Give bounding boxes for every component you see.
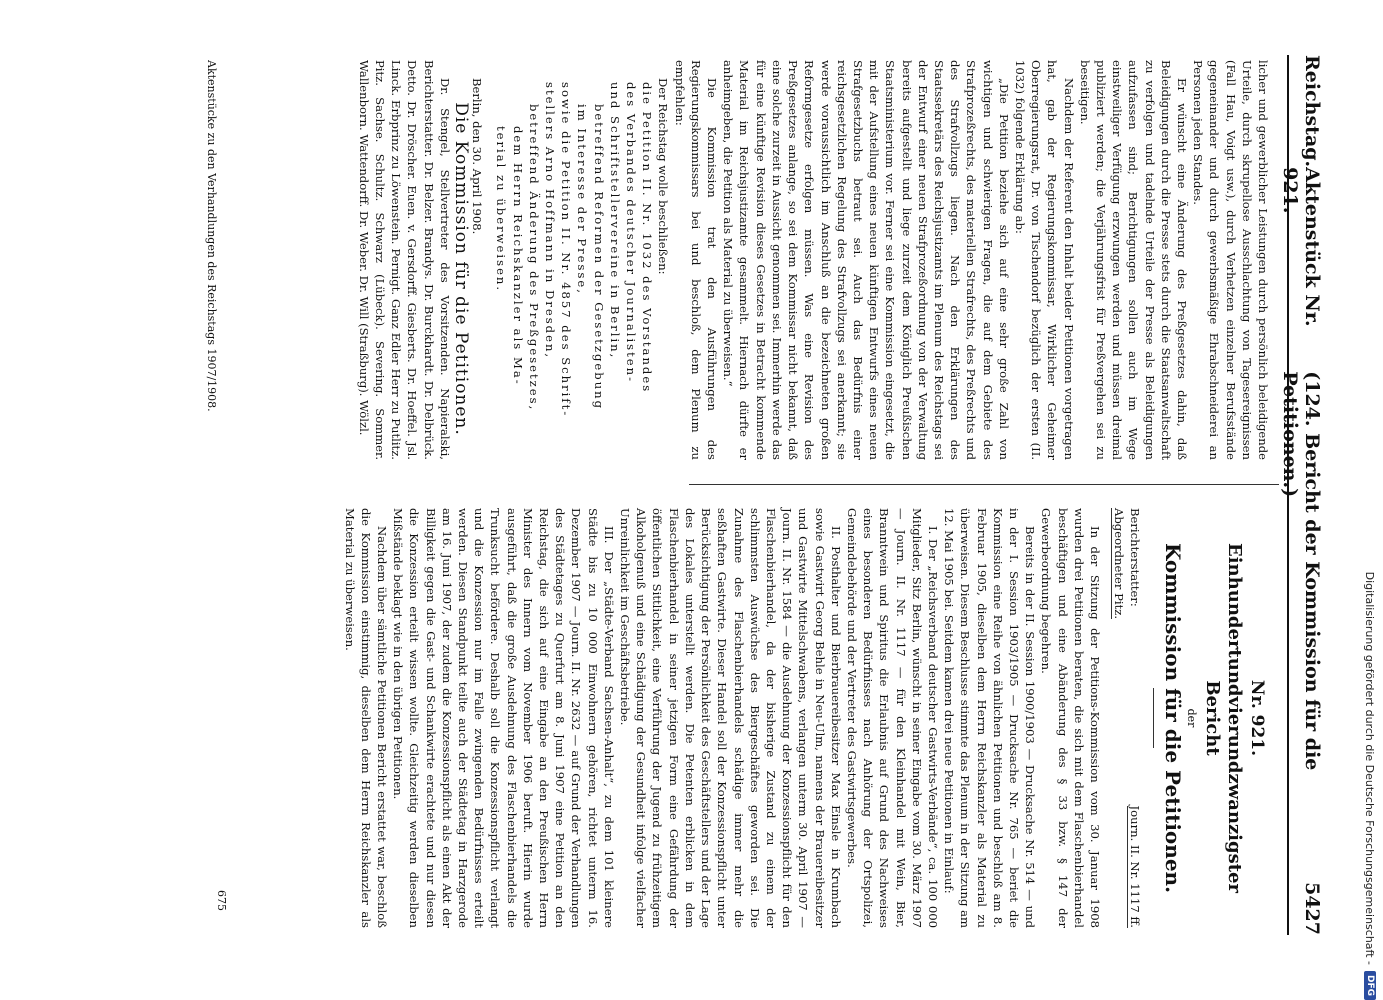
reporter (1111, 508, 1143, 619)
date-line: Berlin, den 30. April 1908. (470, 78, 485, 235)
journal-reference (1111, 806, 1143, 929)
dfg-sidebar (1360, 0, 1380, 1000)
resolution-line: und Schriftstellervereine in Berlin, (607, 82, 622, 360)
right-paragraph: III. Der „Städte-Verband Sachsen-Anhalt“, zu dem 101 kleinere Städte bis zu 10 000 Einwohnern gehören, richtet unterm 16. Dezember 1907 — Journ. II. Nr. 2632 — auf Grund der Verhandlungen des Städtetages zu Querfurt am 8. Juni 1907 eine Petition an den Reichstag, die sich auf eine Eingabe an den Preußischen Herrn Minister des Innern vom November 1906 beruft. Hierin wurde ausgeführt, daß die große Ausdehnung des Flaschenbierhandels die Trunksucht befördere. Deshalb soll die Konzessionspflicht verlangt und die Konzession nur im Falle zwingenden Bedürfnisses erteilt werden. Diesen Standpunkt teilte auch der Städtetag in Harzgerode am 16. Juni 1907, der zudem die Konzessionspflicht als einen Akt der Billigkeit gegen die Gast- und Schankwirte erachtete und nur diesen die Konzession erteilt wissen wollte. Gleichzeitig werden dieselben Mißstände beklagt wie in den übrigen Petitionen. (391, 508, 616, 928)
signatures: Dr. Stengel, Stellvertreter des Vorsitzenden. Napieralski, Berichterstatter. Dr. Belzer. Brandys. Dr. Burckhardt. Dr. Delbrück. Detto. Dr. Dröscher. Euen. v. Gersdorff. Giesberts. Dr. Hoeffel. Jsl. Linck. Erbprinz zu Löwenstein. Pernigt. Ganz Edler Herr zu Putlitz. Pitz. Sachse. Schultz. Schwarz (Lübeck). Severing. Sommer. Wallenborn. Wattendorff. Dr. Weber. Dr. Will (Straßburg). Wölzl. (356, 60, 452, 460)
dfg-note (1360, 0, 1380, 1000)
resolution-line: stellers Arno Hoffmann in Dresden, (543, 82, 558, 360)
page-header (1279, 55, 1323, 935)
right-paragraph: Bereits in der II. Session 1900/1903 — Drucksache Nr. 514 — und in der I. Session 1903/1905 — Drucksache Nr. 765 — beriet die Kommission eine Reihe von ähnlichen Petitionen und beschloß am 8. Februar 1905, dieselben dem Herrn Reichskanzler als Material zu überweisen. Diesem Beschlusse stimmte das Plenum in der Sitzung am 12. Mai 1905 bei. Seitdem kamen drei neue Petitionen in Einlauf: (942, 508, 1038, 928)
resolution-line: terial zu überweisen. (494, 126, 509, 293)
left-column (356, 60, 1271, 460)
report-meta (1111, 508, 1143, 928)
resolution-line: im Interesse der Presse, (575, 104, 590, 295)
right-paragraph: II. Posthalter und Bierbrauereibesitzer Max Einsle in Krumbach sowie Gastwirt Georg Behle in Neu-Ulm, namens der Brauereibesitzer und Gastwirte Mittelschwabens, verlangen unterm 30. April 1907 — Journ. II. Nr. 1584 — die Ausdehnung der Konzessionspflicht für den Flaschenbierhandel, da der bisherige Zustand zu einem der schlimmsten Auswüchse des Biergeschäftes geworden sei. Die Zunahme des Flaschenbierhandels schädige immer mehr die seßhaften Gastwirte. Dieser Handel soll der Konzessionspflicht unter Berücksichtigung der Persönlichkeit des Geschäftstellers und der Lage des Lokales unterstellt werden. Die Petenten erblicken in dem Flaschenbierhandel in seiner jetzigen Form eine Gefährdung der öffentlichen Sittlichkeit, eine Verführung der Jugend zu frühzeitigem Alkoholgenuß und eine Schädigung der Gesundheit infolge vielfacher Unreinlichkeit im Geschäftsbetriebe. (618, 508, 843, 928)
resolution-line: des Verbandes deutscher Journalisten- (624, 82, 639, 384)
title-rule (1153, 688, 1154, 748)
header-center: Aktenstück Nr. 921. (1279, 167, 1323, 327)
header-rule (1287, 55, 1289, 935)
resolution-line: dem Herrn Reichskanzler als Ma- (510, 126, 525, 386)
resolution-line: sowie die Petition II. Nr. 4857 des Schrift- (559, 82, 574, 418)
commission-title: Die Kommission für die Petitionen. (451, 102, 472, 436)
left-paragraph: „Die Petition beziehe sich auf eine sehr große Zahl von wichtigen und schwierigen Fragen, die auf dem Gebiete des Strafprozeßrechts, des materiellen Strafrechts, des Preßrechts und des Strafvollzugs liegen. Nach den Erklärungen des Staatssekretärs des Reichsjustizamts im Plenum des Reichstags sei der Entwurf einer neuen Strafprozeßordnung von der Verwaltung bereits aufgestellt und liege zurzeit dem Königlich Preußischen Staatsministerium vor. Ferner sei eine Kommission eingesetzt, die mit der Aufstellung eines neuen künftigen Entwurfs eines neuen Strafgesetzbuchs betraut sei. Auch das Bedürfnis einer reichsgesetzlichen Regelung des Strafvollzugs sei anerkannt; sie werde voraussichtlich im Anschluß an die bezeichneten großen Reformgesetze erfolgen müssen. Was eine Revision des Preßgesetzes anlange, so sei dem Kommissar nicht bekannt, daß eine solche zurzeit in Aussicht genommen sei. Immerhin werde das für eine künftige Revision dieses Gesetzes in Betracht kommende Material im Reichsjustizamte gesammelt. Hiernach dürfte er anheimgeben, die Petition als Material zu überweisen.“ (721, 60, 1011, 460)
right-paragraph: I. Der „Reichsverband deutscher Gastwirts-Verbände“, ca. 100 000 Mitglieder, Sitz Berlin, wünscht in seiner Eingabe vom 30. März 1907 — Journ. II. Nr. 1117 — für den Kleinhandel mit Wein, Bier, Branntwein und Spiritus die Erlaubnis auf Grund des Nachweises eines besonderen Bedürfnisses nach Anhörung der Ortspolizei, Gemeindebehörde und der Vertreter des Gastwirtsgewerbes. (844, 508, 940, 928)
resolution-intro: Der Reichstag wolle beschließen: (656, 78, 671, 275)
column-divider (689, 484, 1279, 485)
report-subtitle: Kommission für die Petitionen. (1160, 542, 1185, 894)
resolution-line: die Petition II. Nr. 1032 des Vorstandes (640, 82, 655, 394)
page-number: 5427 (1301, 882, 1323, 935)
footer-source: Aktenstücke zu den Verhandlungen des Reichstags 1907/1908. (205, 60, 218, 412)
document-number: Nr. 921. (1247, 679, 1267, 757)
reporter-name: Abgeordneter Pitz. (1112, 508, 1127, 620)
left-paragraph: Nachdem der Referent den Inhalt beider Petitionen vorgetragen hat, gab der Regierungskommissar, Wirklicher Geheimer Oberregierungsrat, Dr. von Tischendorf bezüglich der ersten (II. 1032) folgende Erklärung ab: (1012, 60, 1076, 460)
resolution-line: betreffend Änderung des Preßgesetzes, (526, 104, 541, 412)
footer-page-number: 675 (215, 890, 228, 911)
right-paragraph: Nachdem über sämtliche Petitionen Bericht erstattet war, beschloß die Kommission einstimmig, dieselben dem Herrn Reichskanzler als Material zu überweisen. (342, 508, 390, 928)
left-paragraph: licher und gewerblicher Leistungen durch persönlich beleidigende Urteile, durch skrupellose Ausschlachtung von Tagesereignissen (Fall Hau, Voigt usw.), durch Verhetzen einzelner Berufsstände gegeneinander und durch gewerbsmäßige Ehrabschneiderei an Personen jeden Standes. (1191, 60, 1270, 460)
reporter-label: Berichterstatter: (1128, 508, 1143, 607)
report-title-der: der (1184, 708, 1198, 728)
journal-ref: Journ. II. Nr. 1117 ff. (1128, 805, 1143, 928)
header-left: Reichstag. (1301, 55, 1323, 168)
resolution-line: betreffend Reformen der Gesetzgebung (591, 104, 606, 411)
dfg-note-text: Digitalisierung gefördert durch die Deutsche Forschungsgemeinschaft - (1363, 571, 1377, 965)
right-column (341, 508, 1271, 928)
right-paragraph: In der Sitzung der Petitions-Kommission vom 30. Januar 1908 wurden drei Petitionen beraten, die sich mit dem Flaschenbierhandel beschäftigen und eine Abänderung des § 33 bzw. § 147 der Gewerbeordnung begehren. (1039, 508, 1102, 928)
header-right-title: (124. Bericht der Kommission für die Petitionen.) (1279, 371, 1323, 771)
dfg-logo: DFG (1364, 971, 1376, 1000)
left-paragraph: Die Kommission trat den Ausführungen des Regierungskommissars bei und beschloß, dem Plenum zu empfehlen: (672, 60, 720, 460)
report-title: Einhundertundvierundzwanzigster Bericht (1201, 543, 1245, 893)
left-paragraph: Er wünscht eine Änderung des Preßgesetzes dahin, daß Beleidigungen durch die Presse stets durch die Staatsanwaltschaft zu verfolgen und tadelnde Urteile der Presse als Beleidigungen aufzufassen sind; Berichtigungen sollen auch im Wege einstweiliger Verfügung erzwungen werden und müssen dreimal publiziert werden; die Verjährungsfrist für Preßvergehen sei zu beseitigen. (1077, 60, 1189, 460)
